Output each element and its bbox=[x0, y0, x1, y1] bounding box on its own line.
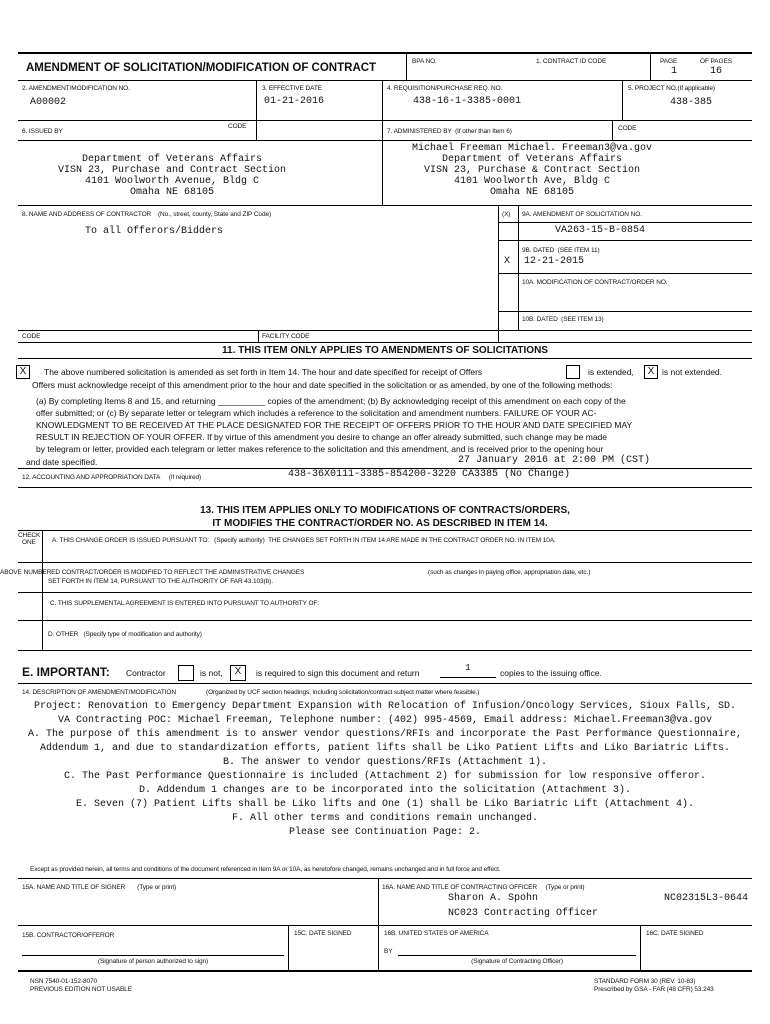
description-line-1: Project: Renovation to Emergency Department Expansion with Relocation of Infusion/Oncology Services, Sioux Falls, SD. bbox=[33, 701, 737, 712]
accounting-label bbox=[22, 474, 201, 481]
rule-10a bbox=[498, 273, 752, 274]
contractor-offeror-label: 15B. CONTRACTOR/OFFEROR bbox=[22, 932, 115, 939]
description-line-4: Addendum 1, and due to standardization efforts, patient lifts shall be Liko Patient Lifts and Liko Bariatric Lifts. bbox=[39, 743, 731, 754]
rule-15b bbox=[18, 925, 752, 926]
rule-9a bbox=[498, 222, 752, 223]
not-extended-checkbox[interactable]: X bbox=[644, 365, 658, 379]
item13d-text bbox=[48, 631, 202, 638]
signer-label bbox=[22, 884, 176, 891]
requisition-label: 4. REQUISITION/PURCHASE REQ. NO. bbox=[387, 85, 503, 92]
usa-label: 16B. UNITED STATES OF AMERICA bbox=[384, 930, 489, 937]
effective-date-label: 3. EFFECTIVE DATE bbox=[262, 85, 322, 92]
previous-edition: PREVIOUS EDITION NOT USABLE bbox=[30, 986, 132, 993]
issued-by-line-4: Omaha NE 68105 bbox=[129, 187, 214, 198]
rule-10b bbox=[498, 311, 752, 312]
dated-9b-value: 12-21-2015 bbox=[524, 256, 585, 267]
page-number: 1 bbox=[671, 66, 678, 77]
officer-label-note: (Type or print) bbox=[545, 884, 585, 891]
project-no: 438-385 bbox=[670, 97, 713, 108]
item13-heading-1: 13. THIS ITEM APPLIES ONLY TO MODIFICATIONS OF CONTRACTS/ORDERS, bbox=[200, 505, 570, 516]
project-no-label bbox=[628, 85, 715, 92]
contract-id-label: 1. CONTRACT ID CODE bbox=[536, 58, 607, 65]
col-x bbox=[498, 205, 499, 342]
rule-after-row6 bbox=[18, 205, 752, 206]
rule-important bbox=[18, 683, 752, 684]
description-label: 14. DESCRIPTION OF AMENDMENT/MODIFICATION bbox=[22, 689, 176, 696]
is-required-text: is required to sign this document and return bbox=[256, 668, 420, 678]
rule-after-row2 bbox=[18, 120, 752, 121]
date-signed-16c-label: 16C. DATE SIGNED bbox=[646, 930, 704, 937]
project-no-label-note: (If applicable) bbox=[677, 85, 715, 92]
item11-heading: 11. THIS ITEM ONLY APPLIES TO AMENDMENTS OF SOLICITATIONS bbox=[222, 345, 548, 356]
col-bpa bbox=[406, 52, 407, 80]
total-pages: 16 bbox=[710, 66, 723, 77]
col-facility bbox=[258, 330, 259, 342]
rule-9b bbox=[498, 240, 752, 241]
item11-para-5: by telegram or letter, provided each telegram or letter makes reference to the solicitation and this amendment, and is received prior to the opening hour bbox=[36, 444, 604, 454]
description-line-9: F. All other terms and conditions remain unchanged. bbox=[231, 813, 539, 824]
issued-code-label: CODE bbox=[228, 123, 247, 130]
rule-item13-heading bbox=[18, 530, 752, 531]
col-check bbox=[42, 530, 43, 650]
top-rule bbox=[18, 52, 752, 54]
col-code7 bbox=[612, 120, 613, 140]
officer-name: Sharon A. Spohn bbox=[448, 893, 539, 904]
rule-item11 bbox=[18, 342, 752, 343]
dated-9b-text: 9B. DATED bbox=[522, 247, 555, 254]
description-line-3: A. The purpose of this amendment is to answer vendor questions/RFIs and incorporate the Past Performance Questionnaire, bbox=[27, 729, 743, 740]
amendment-no-label: 2. AMENDMENT/MODIFICATION NO. bbox=[22, 85, 130, 92]
col-x2 bbox=[518, 205, 519, 331]
amended-checkbox[interactable]: X bbox=[16, 365, 30, 379]
item11-line-2: Offers must acknowledge receipt of this amendment prior to the hour and date specified in the solicitation or as amended, by one of the following methods: bbox=[32, 380, 613, 390]
contractor-label-text: 8. NAME AND ADDRESS OF CONTRACTOR bbox=[22, 211, 152, 218]
item13b-text-2: SET FORTH IN ITEM 14, PURSUANT TO THE AUTHORITY OF FAR 43.103(b). bbox=[48, 578, 273, 585]
dated-9b-note: (SEE ITEM 11) bbox=[557, 247, 600, 254]
signer-label-text: 15A. NAME AND TITLE OF SIGNER bbox=[22, 884, 126, 891]
item13a-label: A. THIS CHANGE ORDER IS ISSUED PURSUANT TO: bbox=[52, 537, 210, 544]
effective-date: 01-21-2016 bbox=[264, 96, 325, 107]
is-extended-text: is extended, bbox=[588, 367, 634, 377]
contractor-label bbox=[22, 211, 271, 218]
bpa-label: BPA NO. bbox=[412, 58, 437, 65]
important-label: E. IMPORTANT: bbox=[22, 665, 110, 679]
item13c-text: C. THIS SUPPLEMENTAL AGREEMENT IS ENTERED INTO PURSUANT TO AUTHORITY OF: bbox=[50, 600, 319, 607]
admin-line-3: VISN 23, Purchase & Contract Section bbox=[423, 165, 641, 176]
dated-9b-label bbox=[522, 247, 600, 254]
item11-para-1: (a) By completing Items 8 and 15, and returning __________ copies of the amendment; (b) By acknowledging receipt of this amendment on each copy of the bbox=[36, 396, 626, 406]
except-text: Except as provided herein, all terms and conditions of the document referenced in Item 9A or 10A, as heretofore changed, remains unchanged and in full force and effect. bbox=[30, 866, 501, 873]
issued-by-label: 6. ISSUED BY bbox=[22, 128, 63, 135]
item11-para-3: KNOWLEDGMENT TO BE RECEIVED AT THE PLACE DESIGNATED FOR THE RECEIPT OF OFFERS PRIOR TO THE HOUR AND DATE SPECIFIED MAY bbox=[36, 420, 633, 430]
item11-para-4: RESULT IN REJECTION OF YOUR OFFER. If by virtue of this amendment you desire to change an offer already submitted, such change may be made bbox=[36, 432, 608, 442]
col-16c bbox=[640, 925, 641, 970]
rule-15a bbox=[18, 878, 752, 879]
accounting-value: 438-36X0111-3385-854200-3220 CA3385 (No Change) bbox=[288, 469, 571, 480]
rule-13d bbox=[18, 650, 752, 651]
item13a-text bbox=[52, 537, 556, 544]
mod-10a-label: 10A. MODIFICATION OF CONTRACT/ORDER NO. bbox=[522, 279, 668, 286]
x-mark-9a: X bbox=[504, 256, 511, 267]
admin-line-5: Omaha NE 68105 bbox=[489, 187, 574, 198]
signer-label-note: (Type or print) bbox=[137, 884, 177, 891]
col-eff bbox=[256, 80, 257, 140]
nsn-number: NSN 7540-01-152-8070 bbox=[30, 978, 98, 985]
col-15c bbox=[288, 925, 289, 970]
accounting-label-text: 12. ACCOUNTING AND APPROPRIATION DATA bbox=[22, 474, 161, 481]
copies-value: 1 bbox=[465, 663, 471, 673]
of-pages-label: OF PAGES bbox=[700, 58, 732, 65]
officer-label bbox=[382, 884, 584, 891]
description-line-2: VA Contracting POC: Michael Freeman, Telephone number: (402) 995-4569, Email address: Michael.Freeman3@va.gov bbox=[57, 715, 713, 726]
one-label: ONE bbox=[22, 539, 36, 546]
contractor-label-note: (No., street, county, State and ZIP Code) bbox=[157, 211, 272, 218]
officer-signature-line[interactable] bbox=[398, 955, 636, 956]
check-label: CHECK bbox=[18, 532, 41, 539]
contractor-signature-line[interactable] bbox=[22, 955, 284, 956]
administered-by-text: 7. ADMINISTERED BY bbox=[387, 128, 452, 135]
amendment-no: A00002 bbox=[30, 97, 67, 108]
dated-10b-label bbox=[522, 316, 604, 323]
by-label: BY bbox=[384, 948, 393, 955]
rule-item13 bbox=[18, 487, 752, 488]
admin-code-label: CODE bbox=[618, 125, 637, 132]
amend-solicitation-no: VA263-15-B-0854 bbox=[555, 225, 646, 236]
accounting-label-note: (If required) bbox=[168, 474, 202, 481]
page-label: PAGE bbox=[660, 58, 678, 65]
dated-10b-note: (SEE ITEM 13) bbox=[561, 316, 604, 323]
item13a-rest: THE CHANGES SET FORTH IN ITEM 14 ARE MADE IN THE CONTRACT ORDER NO. IN ITEM 10A. bbox=[268, 537, 556, 544]
contractor-name: To all Offerors/Bidders bbox=[85, 226, 224, 237]
item13b-text: ABOVE NUMBERED CONTRACT/ORDER IS MODIFIED TO REFLECT THE ADMINISTRATIVE CHANGES bbox=[0, 569, 305, 576]
administered-by-note: (If other than Item 6) bbox=[455, 128, 512, 135]
form-title: AMENDMENT OF SOLICITATION/MODIFICATION OF CONTRACT bbox=[26, 62, 377, 74]
col-16a bbox=[378, 878, 379, 970]
gsa-prescribed: Prescribed by GSA - FAR (48 CFR) 53.243 bbox=[594, 986, 714, 993]
opening-date-value: 27 January 2016 at 2:00 PM (CST) bbox=[458, 455, 651, 466]
item13a-note: (Specify authority) bbox=[214, 537, 265, 544]
col-page bbox=[650, 52, 651, 80]
rule-sig bbox=[18, 970, 752, 972]
rule-row6-mid bbox=[18, 140, 752, 141]
dated-10b-text: 10B. DATED bbox=[522, 316, 558, 323]
admin-line-4: 4101 Woolworth Ave, Bldg C bbox=[453, 176, 611, 187]
date-signed-15c-label: 15C. DATE SIGNED bbox=[294, 930, 352, 937]
rule-13b bbox=[18, 592, 752, 593]
is-not-extended-text: is not extended. bbox=[662, 367, 723, 377]
x-column-label: (X) bbox=[502, 211, 511, 218]
officer-title: NC023 Contracting Officer bbox=[448, 908, 599, 919]
rule-after-header bbox=[18, 80, 752, 81]
description-line-8: E. Seven (7) Patient Lifts shall be Liko lifts and One (1) shall be Liko Bariatric Lift (Attachment 4). bbox=[75, 799, 695, 810]
description-line-10: Please see Continuation Page: 2. bbox=[288, 827, 482, 838]
officer-signature-caption: (Signature of Contracting Officer) bbox=[471, 958, 563, 965]
description-line-5: B. The answer to vendor questions/RFIs (Attachment 1). bbox=[222, 757, 548, 768]
description-line-7: D. Addendum 1 changes are to be incorporated into the solicitation (Attachment 3). bbox=[138, 785, 632, 796]
is-not-text: is not, bbox=[200, 668, 223, 678]
item11-para-2: offer submitted; or (c) By separate letter or telegram which includes a reference to the solicitation and amendment numbers. FAILURE OF YOUR AC- bbox=[36, 408, 597, 418]
requisition-no: 438-16-1-3385-0001 bbox=[413, 96, 522, 107]
contractor-code-label: CODE bbox=[22, 333, 41, 340]
contractor-text: Contractor bbox=[126, 668, 166, 678]
item13b-note: (such as changes in paying office, appropriation date, etc.) bbox=[428, 569, 591, 576]
officer-label-text: 16A. NAME AND TITLE OF CONTRACTING OFFICER bbox=[382, 884, 537, 891]
date-specified-text: and date specified. bbox=[26, 457, 98, 467]
rule-13c bbox=[18, 620, 752, 621]
standard-form: STANDARD FORM 30 (REV. 10-83) bbox=[594, 978, 696, 985]
is-required-checkbox[interactable]: X bbox=[230, 665, 246, 681]
issued-by-line-1: Department of Veterans Affairs bbox=[81, 154, 263, 165]
admin-line-1: Michael Freeman Michael. Freeman3@va.gov bbox=[411, 143, 653, 154]
rule-item11-heading bbox=[18, 358, 752, 359]
administered-by-label bbox=[387, 128, 512, 135]
admin-line-2: Department of Veterans Affairs bbox=[441, 154, 623, 165]
item13-heading-2: IT MODIFIES THE CONTRACT/ORDER NO. AS DESCRIBED IN ITEM 14. bbox=[212, 518, 548, 529]
rule-13a bbox=[18, 562, 752, 563]
is-not-checkbox[interactable] bbox=[178, 665, 194, 681]
officer-id: NC02315L3-0644 bbox=[664, 893, 749, 904]
description-line-6: C. The Past Performance Questionnaire is included (Attachment 2) for submission for low responsive offeror. bbox=[63, 771, 707, 782]
amend-solicitation-label: 9A. AMENDMENT OF SOLICITATION NO. bbox=[522, 211, 642, 218]
issued-by-line-3: 4101 Woolworth Avenue, Bldg C bbox=[84, 176, 260, 187]
copies-underline bbox=[440, 677, 496, 678]
extended-checkbox[interactable] bbox=[566, 365, 580, 379]
description-note: (Organized by UCF section headings, including solicitation/contract subject matter where feasible.) bbox=[206, 689, 480, 696]
item13d-label: D. OTHER bbox=[48, 631, 79, 638]
item13d-note: (Specify type of modification and authority) bbox=[83, 631, 202, 638]
rule-code bbox=[18, 330, 752, 331]
copies-text: copies to the issuing office. bbox=[500, 668, 602, 678]
contractor-signature-caption: (Signature of person authorized to sign) bbox=[97, 958, 209, 965]
issued-by-line-2: VISN 23, Purchase and Contract Section bbox=[57, 165, 287, 176]
col-proj bbox=[622, 80, 623, 120]
facility-code-label: FACILITY CODE bbox=[262, 333, 310, 340]
item11-line-1: The above numbered solicitation is amended as set forth in Item 14. The hour and date specified for receipt of Offers bbox=[44, 367, 483, 377]
project-no-label-text: 5. PROJECT NO. bbox=[628, 85, 678, 92]
